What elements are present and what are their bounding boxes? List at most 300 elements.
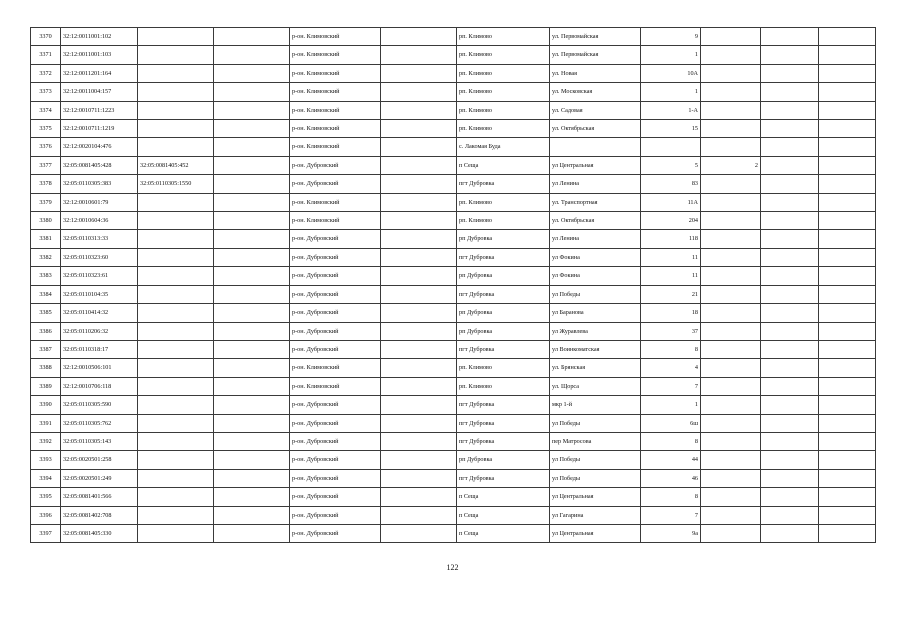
extra-value-cell: [701, 285, 761, 303]
house-number-cell: 11А: [641, 193, 701, 211]
street-cell: ул Ленина: [550, 230, 641, 248]
street-cell: ул Журавлева: [550, 322, 641, 340]
cadastral-number-cell: 32:12:0010711:1219: [61, 120, 138, 138]
extra-value-cell: [701, 469, 761, 487]
street-cell: ул. Московская: [550, 83, 641, 101]
empty-cell: [819, 396, 876, 414]
empty-cell: [381, 248, 457, 266]
empty-cell: [214, 64, 290, 82]
empty-cell: [819, 83, 876, 101]
row-number-cell: 3393: [31, 451, 61, 469]
cadastral-number-2-cell: [138, 193, 214, 211]
house-number-cell: 15: [641, 120, 701, 138]
extra-value-cell: [701, 138, 761, 156]
street-cell: ул Гагарина: [550, 506, 641, 524]
table-row: [31, 304, 876, 322]
table-row: [31, 451, 876, 469]
locality-cell: пгт Дубровка: [457, 285, 550, 303]
empty-cell: [761, 451, 819, 469]
table-row: [31, 414, 876, 432]
row-number-cell: 3375: [31, 120, 61, 138]
house-number-cell: 44: [641, 451, 701, 469]
cadastral-number-cell: 32:12:0010604:36: [61, 212, 138, 230]
table-row: [31, 193, 876, 211]
extra-value-cell: [701, 64, 761, 82]
house-number-cell: 9а: [641, 524, 701, 542]
row-number-cell: 3371: [31, 46, 61, 64]
table-row: [31, 83, 876, 101]
empty-cell: [381, 506, 457, 524]
extra-value-cell: [701, 248, 761, 266]
cadastral-number-2-cell: [138, 248, 214, 266]
locality-cell: рп. Климово: [457, 120, 550, 138]
cadastral-number-2-cell: [138, 285, 214, 303]
empty-cell: [761, 120, 819, 138]
cadastral-number-2-cell: [138, 28, 214, 46]
extra-value-cell: [701, 432, 761, 450]
locality-cell: рп. Климово: [457, 193, 550, 211]
cadastral-number-cell: 32:05:0110206:32: [61, 322, 138, 340]
row-number-cell: 3380: [31, 212, 61, 230]
district-cell: р-он. Климовский: [290, 83, 381, 101]
empty-cell: [819, 230, 876, 248]
empty-cell: [381, 101, 457, 119]
district-cell: р-он. Дубровский: [290, 304, 381, 322]
empty-cell: [214, 414, 290, 432]
row-number-cell: 3377: [31, 156, 61, 174]
cadastral-number-cell: 32:12:0020104:476: [61, 138, 138, 156]
cadastral-number-2-cell: [138, 212, 214, 230]
district-cell: р-он. Климовский: [290, 377, 381, 395]
empty-cell: [761, 285, 819, 303]
row-number-cell: 3389: [31, 377, 61, 395]
locality-cell: рп. Климово: [457, 46, 550, 64]
house-number-cell: 37: [641, 322, 701, 340]
empty-cell: [214, 451, 290, 469]
locality-cell: рп. Климово: [457, 28, 550, 46]
extra-value-cell: [701, 340, 761, 358]
empty-cell: [381, 488, 457, 506]
empty-cell: [819, 101, 876, 119]
empty-cell: [214, 138, 290, 156]
row-number-cell: 3392: [31, 432, 61, 450]
row-number-cell: 3395: [31, 488, 61, 506]
district-cell: р-он. Климовский: [290, 138, 381, 156]
cadastral-number-2-cell: [138, 322, 214, 340]
empty-cell: [381, 138, 457, 156]
registry-table: [30, 27, 876, 543]
extra-value-cell: [701, 322, 761, 340]
row-number-cell: 3397: [31, 524, 61, 542]
empty-cell: [761, 340, 819, 358]
table-row: [31, 28, 876, 46]
district-cell: р-он. Климовский: [290, 359, 381, 377]
empty-cell: [214, 28, 290, 46]
house-number-cell: 6ш: [641, 414, 701, 432]
cadastral-number-cell: 32:05:0110414:32: [61, 304, 138, 322]
empty-cell: [761, 101, 819, 119]
empty-cell: [214, 524, 290, 542]
row-number-cell: 3381: [31, 230, 61, 248]
house-number-cell: 10А: [641, 64, 701, 82]
street-cell: ул. Брянская: [550, 359, 641, 377]
district-cell: р-он. Климовский: [290, 212, 381, 230]
extra-value-cell: [701, 359, 761, 377]
cadastral-number-cell: 32:12:0011201:164: [61, 64, 138, 82]
empty-cell: [819, 340, 876, 358]
locality-cell: рп Дубровка: [457, 304, 550, 322]
row-number-cell: 3386: [31, 322, 61, 340]
street-cell: ул Победы: [550, 451, 641, 469]
row-number-cell: 3376: [31, 138, 61, 156]
empty-cell: [761, 414, 819, 432]
street-cell: ул Центральная: [550, 488, 641, 506]
empty-cell: [761, 46, 819, 64]
house-number-cell: 8: [641, 488, 701, 506]
empty-cell: [819, 175, 876, 193]
house-number-cell: 8: [641, 432, 701, 450]
empty-cell: [381, 193, 457, 211]
cadastral-number-cell: 32:12:0010506:101: [61, 359, 138, 377]
locality-cell: пгт Дубровка: [457, 396, 550, 414]
row-number-cell: 3385: [31, 304, 61, 322]
cadastral-number-cell: 32:05:0110104:35: [61, 285, 138, 303]
empty-cell: [214, 175, 290, 193]
empty-cell: [214, 120, 290, 138]
house-number-cell: 7: [641, 377, 701, 395]
row-number-cell: 3396: [31, 506, 61, 524]
locality-cell: с. Лакомая Буда: [457, 138, 550, 156]
cadastral-number-cell: 32:12:0011004:157: [61, 83, 138, 101]
empty-cell: [819, 414, 876, 432]
locality-cell: п Сеща: [457, 488, 550, 506]
empty-cell: [761, 230, 819, 248]
empty-cell: [761, 506, 819, 524]
street-cell: ул Фокина: [550, 248, 641, 266]
cadastral-number-2-cell: [138, 432, 214, 450]
empty-cell: [819, 212, 876, 230]
empty-cell: [761, 267, 819, 285]
district-cell: р-он. Дубровский: [290, 488, 381, 506]
empty-cell: [214, 83, 290, 101]
empty-cell: [214, 212, 290, 230]
district-cell: р-он. Дубровский: [290, 524, 381, 542]
cadastral-number-2-cell: [138, 267, 214, 285]
extra-value-cell: [701, 488, 761, 506]
street-cell: ул Центральная: [550, 524, 641, 542]
empty-cell: [761, 396, 819, 414]
row-number-cell: 3388: [31, 359, 61, 377]
extra-value-cell: [701, 120, 761, 138]
empty-cell: [819, 469, 876, 487]
row-number-cell: 3370: [31, 28, 61, 46]
extra-value-cell: 2: [701, 156, 761, 174]
cadastral-number-2-cell: [138, 506, 214, 524]
table-row: [31, 285, 876, 303]
empty-cell: [819, 506, 876, 524]
empty-cell: [761, 212, 819, 230]
empty-cell: [381, 432, 457, 450]
district-cell: р-он. Дубровский: [290, 248, 381, 266]
empty-cell: [214, 267, 290, 285]
street-cell: ул. Первомайская: [550, 28, 641, 46]
table-row: [31, 212, 876, 230]
street-cell: ул. Садовая: [550, 101, 641, 119]
table-row: [31, 432, 876, 450]
table-row: [31, 267, 876, 285]
district-cell: р-он. Климовский: [290, 64, 381, 82]
row-number-cell: 3373: [31, 83, 61, 101]
extra-value-cell: [701, 524, 761, 542]
empty-cell: [819, 248, 876, 266]
street-cell: ул. Октябрьская: [550, 212, 641, 230]
locality-cell: рп. Климово: [457, 83, 550, 101]
table-row: [31, 138, 876, 156]
cadastral-number-2-cell: [138, 414, 214, 432]
house-number-cell: 1: [641, 83, 701, 101]
cadastral-number-2-cell: [138, 101, 214, 119]
house-number-cell: 18: [641, 304, 701, 322]
house-number-cell: 5: [641, 156, 701, 174]
table-row: [31, 64, 876, 82]
locality-cell: рп. Климово: [457, 64, 550, 82]
house-number-cell: 11: [641, 248, 701, 266]
cadastral-number-2-cell: [138, 377, 214, 395]
table-row: [31, 248, 876, 266]
locality-cell: рп Дубровка: [457, 322, 550, 340]
cadastral-number-cell: 32:12:0011001:103: [61, 46, 138, 64]
row-number-cell: 3391: [31, 414, 61, 432]
empty-cell: [819, 138, 876, 156]
locality-cell: рп. Климово: [457, 377, 550, 395]
extra-value-cell: [701, 83, 761, 101]
house-number-cell: 204: [641, 212, 701, 230]
cadastral-number-2-cell: [138, 64, 214, 82]
extra-value-cell: [701, 101, 761, 119]
district-cell: р-он. Дубровский: [290, 451, 381, 469]
street-cell: [550, 138, 641, 156]
empty-cell: [761, 469, 819, 487]
house-number-cell: 7: [641, 506, 701, 524]
cadastral-number-2-cell: [138, 230, 214, 248]
locality-cell: п Сеща: [457, 524, 550, 542]
house-number-cell: 118: [641, 230, 701, 248]
cadastral-number-cell: 32:05:0110313:33: [61, 230, 138, 248]
empty-cell: [381, 359, 457, 377]
empty-cell: [381, 212, 457, 230]
cadastral-number-2-cell: [138, 46, 214, 64]
empty-cell: [819, 451, 876, 469]
cadastral-number-cell: 32:05:0110305:590: [61, 396, 138, 414]
extra-value-cell: [701, 28, 761, 46]
locality-cell: п Сеща: [457, 156, 550, 174]
empty-cell: [214, 156, 290, 174]
extra-value-cell: [701, 212, 761, 230]
house-number-cell: 1: [641, 396, 701, 414]
cadastral-number-2-cell: [138, 451, 214, 469]
cadastral-number-cell: 32:05:0110305:143: [61, 432, 138, 450]
table-row: [31, 46, 876, 64]
house-number-cell: 21: [641, 285, 701, 303]
house-number-cell: 46: [641, 469, 701, 487]
street-cell: ул Победы: [550, 414, 641, 432]
district-cell: р-он. Дубровский: [290, 267, 381, 285]
cadastral-number-cell: 32:05:0110318:17: [61, 340, 138, 358]
street-cell: ул Центральная: [550, 156, 641, 174]
cadastral-number-2-cell: [138, 304, 214, 322]
empty-cell: [214, 285, 290, 303]
district-cell: р-он. Дубровский: [290, 175, 381, 193]
cadastral-number-cell: 32:05:0110323:60: [61, 248, 138, 266]
empty-cell: [761, 524, 819, 542]
row-number-cell: 3374: [31, 101, 61, 119]
empty-cell: [761, 322, 819, 340]
empty-cell: [214, 193, 290, 211]
extra-value-cell: [701, 46, 761, 64]
extra-value-cell: [701, 396, 761, 414]
empty-cell: [214, 248, 290, 266]
locality-cell: рп Дубровка: [457, 451, 550, 469]
empty-cell: [381, 156, 457, 174]
table-row: [31, 469, 876, 487]
table-row: [31, 506, 876, 524]
empty-cell: [381, 377, 457, 395]
empty-cell: [381, 322, 457, 340]
district-cell: р-он. Дубровский: [290, 340, 381, 358]
row-number-cell: 3387: [31, 340, 61, 358]
cadastral-number-2-cell: [138, 83, 214, 101]
empty-cell: [819, 322, 876, 340]
district-cell: р-он. Климовский: [290, 193, 381, 211]
cadastral-number-2-cell: [138, 359, 214, 377]
cadastral-number-2-cell: [138, 469, 214, 487]
district-cell: р-он. Дубровский: [290, 432, 381, 450]
cadastral-number-cell: 32:05:0081405:330: [61, 524, 138, 542]
street-cell: ул Ленина: [550, 175, 641, 193]
table-row: [31, 156, 876, 174]
street-cell: ул. Новая: [550, 64, 641, 82]
locality-cell: п Сеща: [457, 506, 550, 524]
empty-cell: [214, 377, 290, 395]
cadastral-number-cell: 32:05:0020501:258: [61, 451, 138, 469]
cadastral-number-cell: 32:05:0081402:708: [61, 506, 138, 524]
empty-cell: [214, 506, 290, 524]
empty-cell: [761, 156, 819, 174]
extra-value-cell: [701, 230, 761, 248]
locality-cell: пгт Дубровка: [457, 469, 550, 487]
locality-cell: рп. Климово: [457, 212, 550, 230]
table-row: [31, 175, 876, 193]
row-number-cell: 3378: [31, 175, 61, 193]
locality-cell: пгт Дубровка: [457, 432, 550, 450]
street-cell: ул. Щорса: [550, 377, 641, 395]
row-number-cell: 3390: [31, 396, 61, 414]
empty-cell: [819, 432, 876, 450]
house-number-cell: 83: [641, 175, 701, 193]
empty-cell: [381, 285, 457, 303]
extra-value-cell: [701, 267, 761, 285]
district-cell: р-он. Дубровский: [290, 156, 381, 174]
extra-value-cell: [701, 304, 761, 322]
cadastral-number-cell: 32:05:0081401:566: [61, 488, 138, 506]
district-cell: р-он. Дубровский: [290, 506, 381, 524]
cadastral-number-cell: 32:05:0020501:249: [61, 469, 138, 487]
row-number-cell: 3394: [31, 469, 61, 487]
empty-cell: [381, 451, 457, 469]
extra-value-cell: [701, 451, 761, 469]
row-number-cell: 3384: [31, 285, 61, 303]
cadastral-number-2-cell: 32:05:0110305:1550: [138, 175, 214, 193]
row-number-cell: 3372: [31, 64, 61, 82]
street-cell: ул. Первомайская: [550, 46, 641, 64]
street-cell: ул Баранова: [550, 304, 641, 322]
district-cell: р-он. Дубровский: [290, 414, 381, 432]
table-body: [31, 28, 876, 543]
empty-cell: [761, 377, 819, 395]
row-number-cell: 3379: [31, 193, 61, 211]
cadastral-number-2-cell: [138, 340, 214, 358]
cadastral-number-cell: 32:12:0010706:118: [61, 377, 138, 395]
table-row: [31, 322, 876, 340]
house-number-cell: 1-А: [641, 101, 701, 119]
extra-value-cell: [701, 506, 761, 524]
empty-cell: [214, 230, 290, 248]
empty-cell: [819, 285, 876, 303]
table-row: [31, 120, 876, 138]
cadastral-number-2-cell: [138, 524, 214, 542]
empty-cell: [819, 267, 876, 285]
empty-cell: [214, 488, 290, 506]
house-number-cell: 9: [641, 28, 701, 46]
empty-cell: [761, 432, 819, 450]
empty-cell: [214, 432, 290, 450]
cadastral-number-2-cell: [138, 396, 214, 414]
locality-cell: пгт Дубровка: [457, 175, 550, 193]
empty-cell: [761, 175, 819, 193]
house-number-cell: [641, 138, 701, 156]
table-row: [31, 524, 876, 542]
empty-cell: [381, 120, 457, 138]
empty-cell: [819, 304, 876, 322]
table-row: [31, 488, 876, 506]
street-cell: ул Фокина: [550, 267, 641, 285]
empty-cell: [761, 83, 819, 101]
street-cell: ул Победы: [550, 285, 641, 303]
empty-cell: [819, 28, 876, 46]
empty-cell: [761, 193, 819, 211]
empty-cell: [819, 377, 876, 395]
house-number-cell: 4: [641, 359, 701, 377]
extra-value-cell: [701, 193, 761, 211]
empty-cell: [381, 46, 457, 64]
cadastral-number-cell: 32:05:0110305:762: [61, 414, 138, 432]
empty-cell: [761, 138, 819, 156]
street-cell: мкр 1-й: [550, 396, 641, 414]
district-cell: р-он. Дубровский: [290, 469, 381, 487]
locality-cell: рп. Климово: [457, 359, 550, 377]
empty-cell: [381, 64, 457, 82]
empty-cell: [819, 64, 876, 82]
empty-cell: [761, 248, 819, 266]
cadastral-number-cell: 32:12:0010711:1223: [61, 101, 138, 119]
empty-cell: [214, 340, 290, 358]
table-row: [31, 377, 876, 395]
empty-cell: [381, 396, 457, 414]
street-cell: ул Воинкоматская: [550, 340, 641, 358]
cadastral-number-cell: 32:05:0081405:428: [61, 156, 138, 174]
empty-cell: [761, 359, 819, 377]
cadastral-number-cell: 32:05:0110305:383: [61, 175, 138, 193]
